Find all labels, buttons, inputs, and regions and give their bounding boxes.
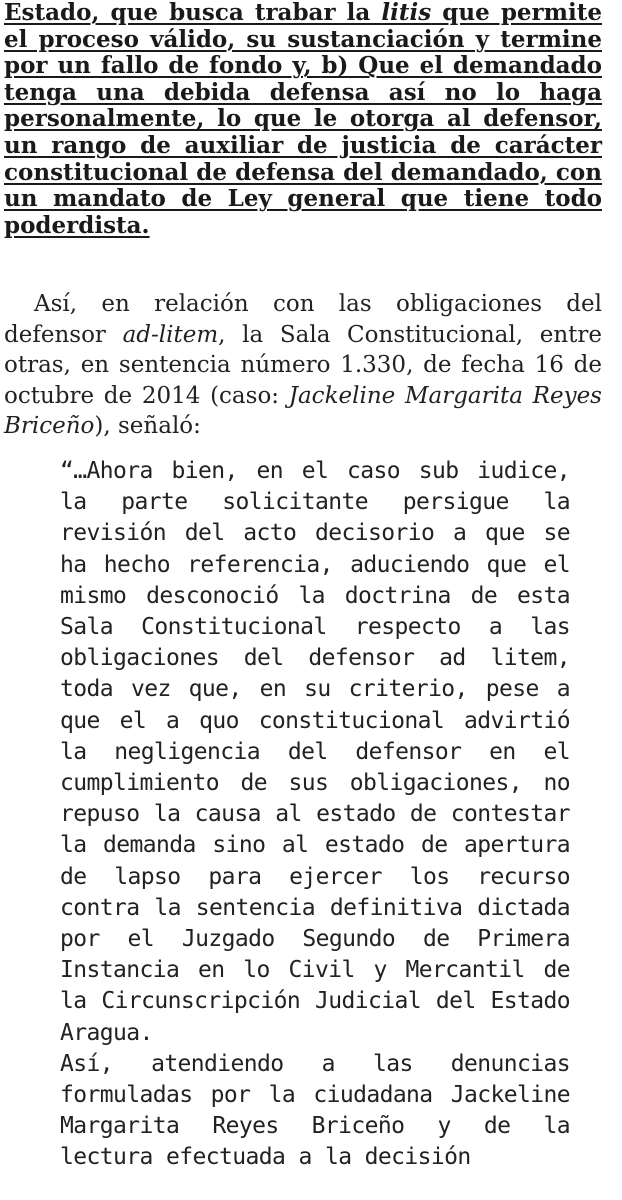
italic-case-name: Jackeline Margarita Reyes Briceño xyxy=(4,382,602,439)
bold-italic-term: litis xyxy=(381,0,432,26)
paragraph-text: , la Sala Constitucional, entre otras, en sentencia número 1.330, de fecha 16 de octubre de 2014 (caso: xyxy=(4,321,602,409)
bold-underlined-passage xyxy=(4,0,602,239)
paragraph-text: ), señaló: xyxy=(94,413,201,439)
bold-text-part: Estado, que busca trabar la xyxy=(4,0,382,26)
quote-paragraph-2: Así, atendiendo a las denuncias formuladas por la ciudadana Jackeline Margarita Reyes Briceño y de la lectura efectuada a la decisión xyxy=(60,1050,570,1171)
body-paragraph xyxy=(4,289,602,442)
bold-text-part: que permite el proceso válido, su sustanciación y termine por un fallo de fondo xyxy=(4,0,602,80)
paragraph-text: Así, en relación con las obligaciones del defensor xyxy=(4,291,602,348)
bold-text-part: b) Que el demandado tenga una debida defensa así no lo haga personalmente, lo que le otorga al defensor, un rango de auxiliar de justicia de carácter constitucional de defensa del demandado, con un mandato de Ley general que tiene todo poderdista. xyxy=(4,52,602,239)
quote-paragraph-1: “…Ahora bien, en el caso sub iudice, la parte solicitante persigue la revisión del acto decisorio a que se ha hecho referencia, aduciendo que el mismo desconoció la doctrina de esta Sala Constitucional respecto a las obligaciones del defensor ad litem, toda vez que, en su criterio, pese a que el a quo constitucional advirtió la negligencia del defensor en el cumplimiento de sus obligaciones, no repuso la causa al estado de contestar la demanda sino al estado de apertura de lapso para ejercer los recurso contra la sentencia definitiva dictada por el Juzgado Segundo de Primera Instancia en lo Civil y Mercantil de la Circunscripción Judicial del Estado Aragua. xyxy=(60,458,570,1046)
italic-term: ad-litem xyxy=(122,321,219,348)
bold-text-connector: y, xyxy=(282,52,322,80)
block-quote xyxy=(60,456,570,1174)
